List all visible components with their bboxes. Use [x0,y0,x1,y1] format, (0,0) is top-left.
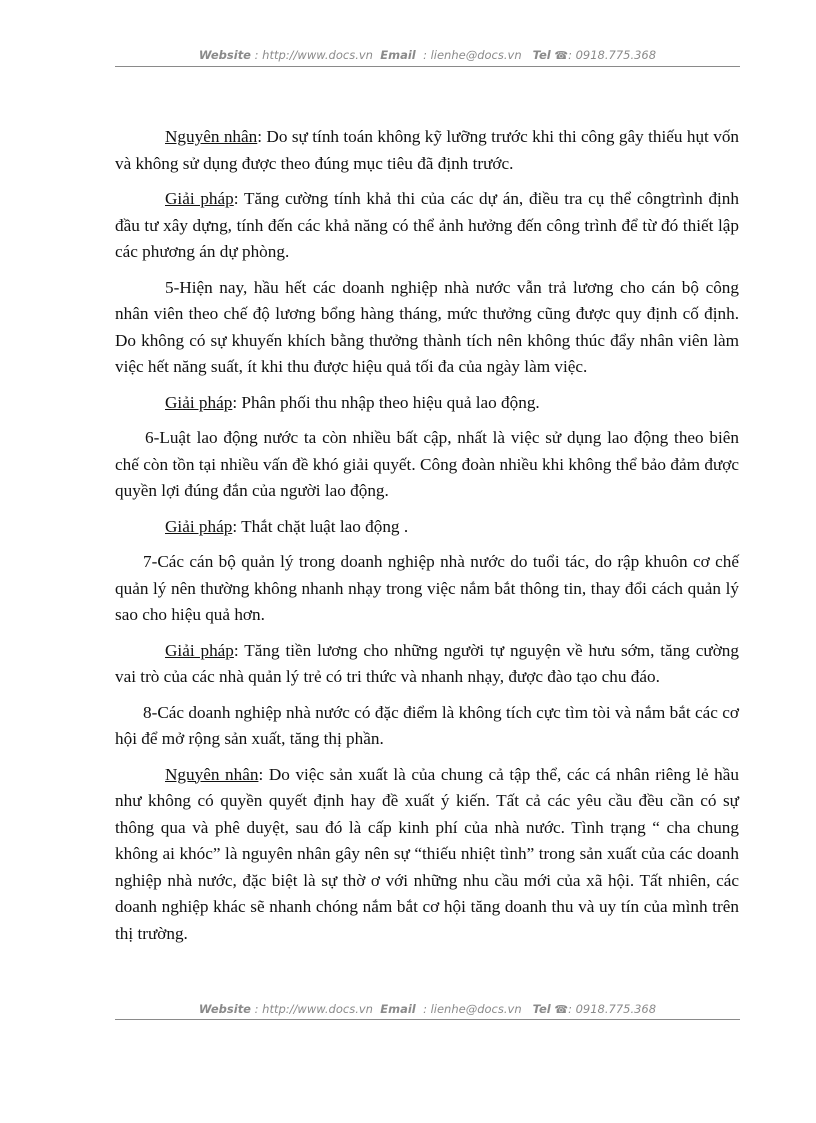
label-giai-phap: Giải pháp [165,640,234,660]
paragraph-text: : Thắt chặt luật lao động . [232,516,409,536]
paragraph-text: : Do việc sản xuất là của chung cả tập thể, các cá nhân riêng lẻ hầu như không có quyền quyết định hay đề xuất ý kiến. Tất cả các yêu cầu đều cần có sự thông qua và phê duyệt, sau đó là cấp kinh phí của nhà nước. Tình trạng “ cha chung không ai khóc” là nguyên nhân gây nên sự “thiếu nhiệt tình” trong sản xuất của các doanh nghiệp nhà nước, đặc biệt là sự thờ ơ với những nhu cầu mới của xã hội. Tất nhiên, các doanh nghiệp khác sẽ nhanh chóng nắm bắt cơ hội tăng doanh thu và uy tín của mình trên thị trường. [115,764,739,943]
header-email-value: : lienhe@docs.vn [423,48,522,62]
footer-email-label: Email [380,1002,416,1016]
label-giai-phap: Giải pháp [165,392,233,412]
footer-tel-value: : 0918.775.368 [568,1002,657,1016]
paragraph-item-5: 5-Hiện nay, hầu hết các doanh nghiệp nhà nước vẫn trả lương cho cán bộ công nhân viên theo chế độ lương bổng hàng tháng, mức thưởng cũng được quy định cố định. Do không có sự khuyến khích bằng thưởng thành tích nên không thúc đẩy nhân viên làm việc hết năng suất, ít khi thu được hiệu quả tối đa của ngày làm việc. [115,277,739,376]
paragraph-cause-1 [115,124,739,177]
header-website-value: : http://www.docs.vn [254,48,373,62]
paragraph-solution-5 [115,390,739,417]
footer-email-value: : lienhe@docs.vn [423,1002,522,1016]
paragraph-text: : Tăng cường tính khả thi của các dự án, điều tra cụ thể côngtrình định đầu tư xây dựng, tính đến các khả năng có thể ảnh hưởng đến công trình để từ đó thiết lập các phương án dự phòng. [115,189,739,261]
header-tel-label: Tel [532,48,551,62]
paragraph-solution-7 [115,638,739,691]
label-nguyen-nhan: Nguyên nhân [165,764,259,784]
footer-divider [115,1019,740,1020]
footer-tel-label: Tel [532,1002,551,1016]
document-body [115,124,739,956]
phone-icon: ☎ [554,1003,569,1016]
paragraph-solution-1 [115,186,739,266]
paragraph-item-8: 8-Các doanh nghiệp nhà nước có đặc điểm là không tích cực tìm tòi và nắm bắt các cơ hội để mở rộng sản xuất, tăng thị phần. [115,702,739,748]
page-footer [115,1002,740,1016]
label-nguyen-nhan: Nguyên nhân [165,127,258,146]
paragraph-item-6: 6-Luật lao động nước ta còn nhiều bất cập, nhất là việc sử dụng lao động theo biên chế còn tồn tại nhiều vấn đề khó giải quyết. Công đoàn nhiều khi không thể bảo đảm được quyền lợi đúng đắn của người lao động. [115,428,739,500]
label-giai-phap: Giải pháp [165,189,234,208]
footer-website-label: Website [198,1002,251,1016]
paragraph-item-7: 7-Các cán bộ quản lý trong doanh nghiệp nhà nước do tuổi tác, do rập khuôn cơ chế quản lý nên thường không nhanh nhạy trong việc nắm bắt thông tin, thay đổi cách quản lý sao cho hiệu quả hơn. [115,552,739,624]
header-email-label: Email [380,48,416,62]
phone-icon: ☎ [554,49,569,62]
paragraph-text: : Do sự tính toán không kỹ lưỡng trước khi thi công gây thiếu hụt vốn và không sử dụng được theo đúng mục tiêu đã định trước. [115,127,740,173]
paragraph-text: : Phân phối thu nhập theo hiệu quả lao động. [232,392,540,412]
header-divider [115,66,740,67]
header-tel-value: : 0918.775.368 [568,48,657,62]
paragraph-cause-8 [115,762,739,948]
label-giai-phap: Giải pháp [165,516,233,536]
paragraph-solution-6 [115,514,739,541]
paragraph-text: : Tăng tiền lương cho những người tự nguyện về hưu sớm, tăng cường vai trò của các nhà quản lý trẻ có tri thức và nhanh nhạy, được đào tạo chu đáo. [115,640,739,686]
page-header [115,48,740,62]
footer-website-value: : http://www.docs.vn [254,1002,373,1016]
header-website-label: Website [198,48,251,62]
